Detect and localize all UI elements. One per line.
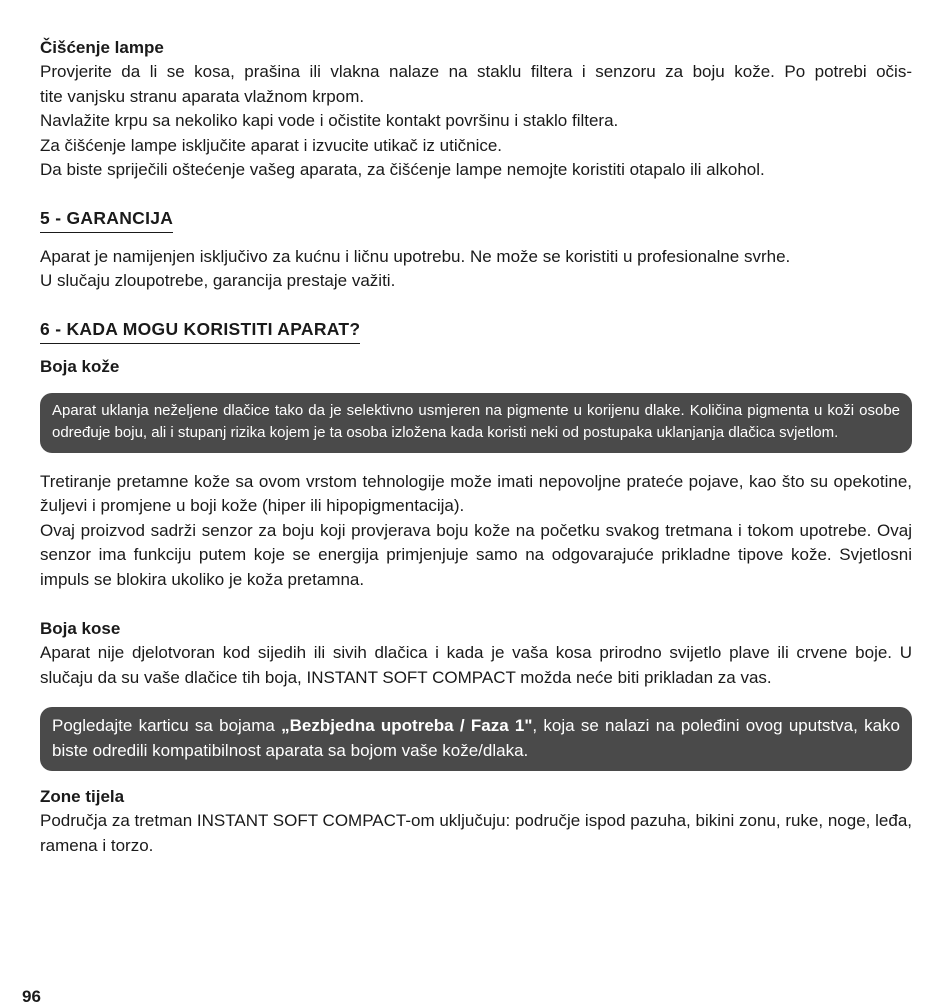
- warranty-title: 5 - GARANCIJA: [40, 207, 173, 233]
- skin-paragraph-1: Tretiranje pretamne kože sa ovom vrstom tehnologije može imati nepovoljne prateće pojave, kao što su opekotine, žuljevi i promjene u boji kože (hiper ili hipopigmentacija).: [40, 471, 912, 515]
- manual-page: [40, 36, 912, 858]
- body-zones-paragraph: Područja za tretman INSTANT SOFT COMPACT-om uključuju: područje ispod pazuha, bikini zonu, ruke, noge, leđa, ramena i torzo.: [40, 811, 912, 855]
- skin-paragraph-2: Ovaj proizvod sadrži senzor za boju koji provjerava boju kože na početku svakog tretmana i tokom upotrebe. Ovaj senzor ima funkciju putem koje se energija primjenjuje samo na odgovarajuće prikladne tipove kože. Svjetlosni impuls se blokira ukoliko je koža pretamna.: [40, 520, 912, 589]
- hair-paragraph: Aparat nije djelotvoran kod sijedih ili sivih dlačica i kada je vaša kosa prirodno svijetlo plave ili crvene boje. U slučaju da su vaše dlačice tih boja, INSTANT SOFT COMPACT možda neće biti prikladan za vas.: [40, 643, 912, 687]
- cleaning-heading: Čišćenje lampe: [40, 38, 164, 57]
- cleaning-line-1: Provjerite da li se kosa, prašina ili vlakna nalaze na staklu filtera i senzoru za boju kože. Po potrebi očis-: [40, 62, 912, 81]
- warranty-section: [40, 207, 912, 294]
- color-chart-note-prefix: Pogledajte karticu sa bojama: [52, 716, 282, 735]
- skin-color-note-text: Aparat uklanja neželjene dlačice tako da je selektivno usmjeren na pigmente u korijenu dlake. Količina pigmenta u koži osobe određuje boju, ali i stupanj rizika kojem je ta osoba izložena kada koristi neki od postupaka uklanjanja dlačica svjetlom.: [52, 401, 900, 441]
- body-zones-heading: Zone tijela: [40, 787, 125, 806]
- hair-color-heading: Boja kose: [40, 619, 121, 638]
- color-chart-note: [40, 707, 912, 771]
- cleaning-line-3: Navlažite krpu sa nekoliko kapi vode i očistite kontakt površinu i staklo filtera.: [40, 111, 619, 130]
- usage-section: [40, 318, 912, 859]
- cleaning-line-4: Za čišćenje lampe isključite aparat i izvucite utikač iz utičnice.: [40, 135, 503, 155]
- color-chart-note-bold: „Bezbjedna upotreba / Faza 1": [281, 716, 533, 735]
- usage-title: 6 - KADA MOGU KORISTITI APARAT?: [40, 318, 360, 344]
- page-number: 96: [22, 987, 41, 1006]
- warranty-line-1: Aparat je namijenjen isključivo za kućnu i ličnu upotrebu. Ne može se koristiti u profesionalne svrhe.: [40, 246, 791, 266]
- skin-color-heading: Boja kože: [40, 356, 120, 376]
- skin-color-note: [40, 393, 912, 453]
- cleaning-line-2: tite vanjsku stranu aparata vlažnom krpom.: [40, 86, 365, 106]
- cleaning-line-5: Da biste spriječili oštećenje vašeg aparata, za čišćenje lampe nemojte koristiti otapalo ili alkohol.: [40, 160, 765, 179]
- color-chart-note-suffix: , koja se nalazi na poleđini ovog uputstva, kako biste odredili kompatibilnost aparata sa bojom vaše kože/dlaka.: [52, 716, 900, 760]
- warranty-line-2: U slučaju zloupotrebe, garancija prestaje važiti.: [40, 271, 396, 290]
